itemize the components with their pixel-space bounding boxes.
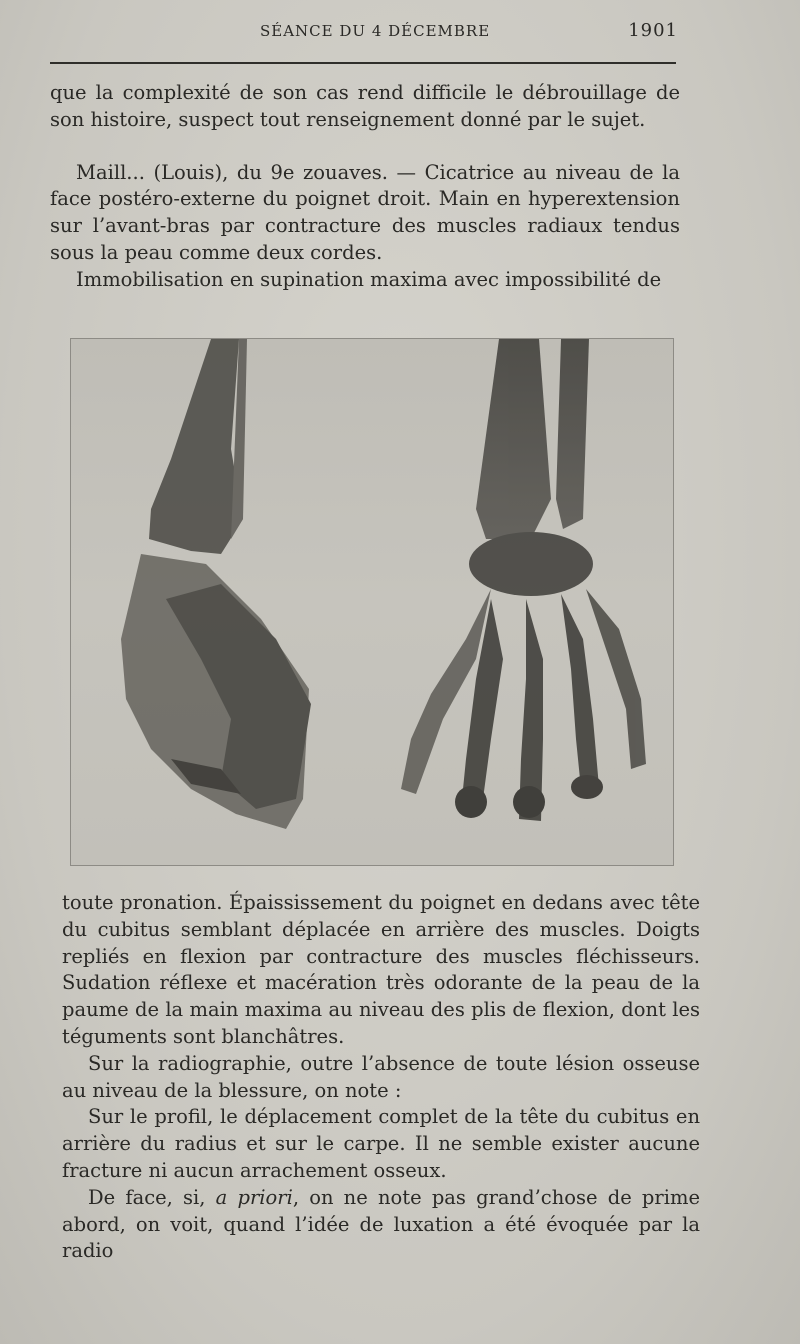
text-block-top xyxy=(50,80,680,294)
paragraph-start: De face, si, xyxy=(88,1185,216,1209)
paragraph: que la complexité de son cas rend difficile le débrouillage de son histoire, suspect tout renseignement donné par le sujet. xyxy=(50,81,680,131)
page-number: 1901 xyxy=(628,20,678,41)
right-hand-radiograph xyxy=(401,339,646,821)
header-rule xyxy=(50,62,676,64)
paragraph: Maill... (Louis), du 9e zouaves. — Cicatrice au niveau de la face postéro-externe du poignet droit. Main en hyperextension sur l’avant-bras par contracture des muscles radiaux tendus sous la peau comme deux cordes. xyxy=(50,160,680,264)
paragraph: Sur le profil, le déplacement complet de la tête du cubitus en arrière du radius et sur le carpe. Il ne semble exister aucune fracture ni aucun arrachement osseux. xyxy=(62,1105,700,1182)
running-title: SÉANCE DU 4 DÉCEMBRE xyxy=(260,22,491,40)
paragraph xyxy=(62,1185,700,1265)
text-block-bottom xyxy=(62,890,700,1265)
left-hand-radiograph xyxy=(121,339,311,829)
radiograph-image xyxy=(71,339,673,865)
italic-phrase: a priori xyxy=(215,1185,293,1209)
paragraph: toute pronation. Épaississement du poignet en dedans avec tête du cubitus semblant déplacée en arrière des muscles. Doigts repliés en flexion par contracture des muscles fléchisseurs. Sudation réflexe et macération très odorante de la peau de la paume de la main maxima au niveau des plis de flexion, dont les téguments sont blanchâtres. xyxy=(62,891,700,1048)
paragraph: Immobilisation en supination maxima avec impossibilité de xyxy=(76,267,662,291)
running-head xyxy=(50,20,680,44)
radiograph-figure xyxy=(70,338,674,866)
paragraph: Sur la radiographie, outre l’absence de toute lésion osseuse au niveau de la blessure, on note : xyxy=(62,1051,700,1102)
paragraph-end: , on ne note pas grand’chose de prime abord, on voit, quand l’idée de luxation a été évoquée par la radio xyxy=(62,1185,701,1263)
